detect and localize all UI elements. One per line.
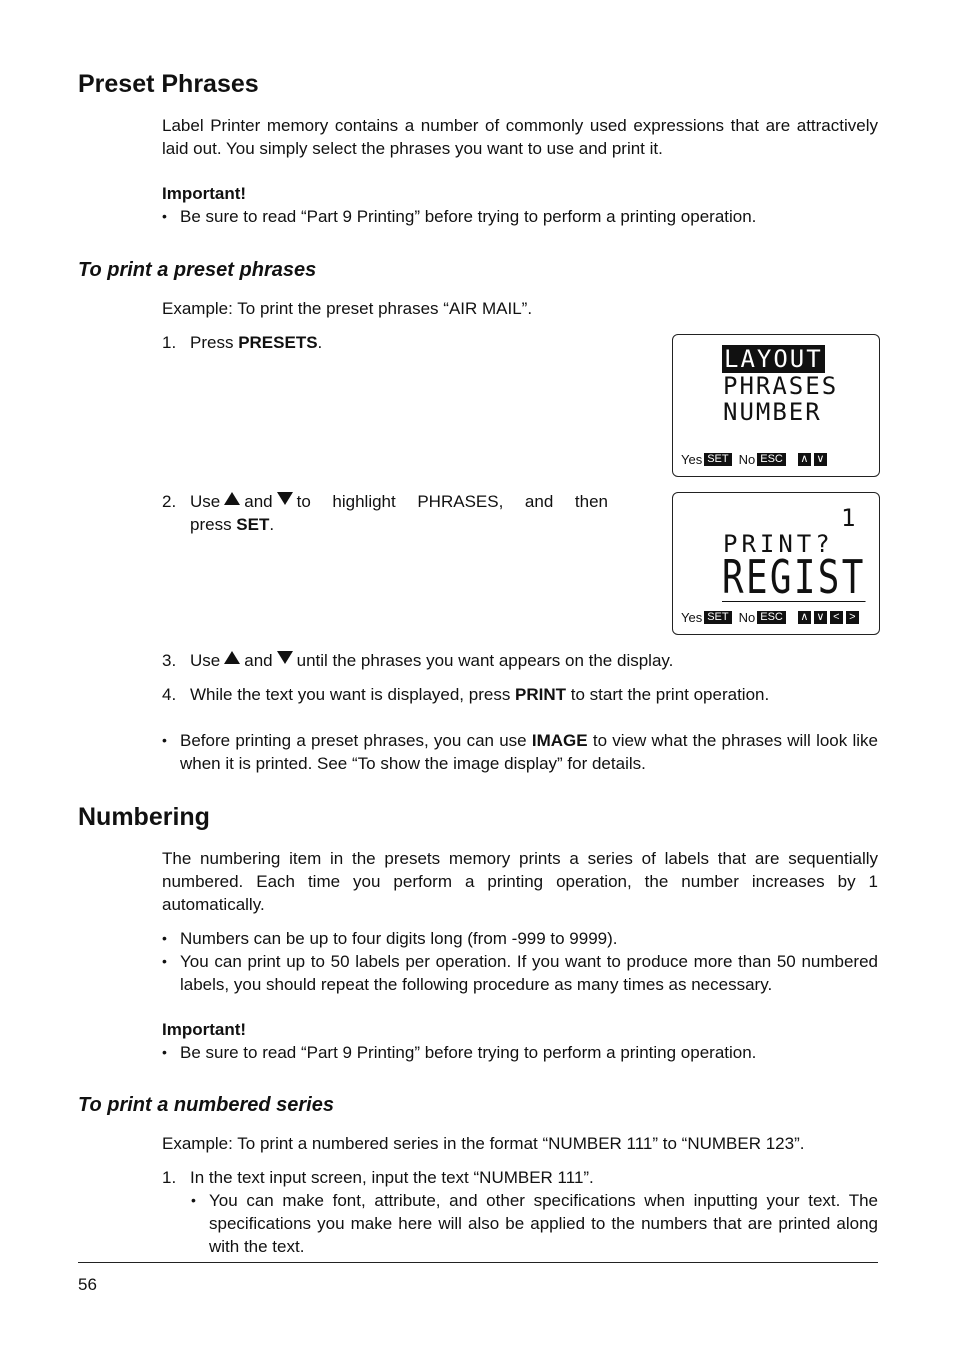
- lcd-line-regist: REGIST: [722, 550, 866, 604]
- step-number: 1.: [162, 1168, 177, 1187]
- step-number: 1.: [162, 333, 177, 352]
- numbering-step-1-bullet: • You can make font, attribute, and other specifications when inputting your text. The specifications you make here will also be applied to the numbers that are printed along with the text.: [191, 1189, 878, 1258]
- important-label: Important!: [162, 184, 247, 203]
- step-3-text: Use and until the phrases you want appears on the display.: [190, 651, 674, 670]
- up-arrow-icon: ∧: [798, 611, 811, 624]
- right-arrow-icon: >: [846, 611, 859, 624]
- down-triangle-icon: [277, 651, 293, 664]
- step-2-text-line2: press SET.: [190, 515, 275, 534]
- step-number: 3.: [162, 651, 177, 670]
- left-arrow-icon: <: [830, 611, 843, 624]
- important-bullet: • Be sure to read “Part 9 Printing” before trying to perform a printing operation.: [162, 205, 878, 228]
- important-bullet: • Be sure to read “Part 9 Printing” before trying to perform a printing operation.: [162, 1041, 878, 1064]
- set-key-label: SET: [704, 453, 731, 466]
- lcd-line-phrases: PHRASES: [723, 372, 839, 400]
- down-arrow-icon: ∨: [814, 453, 827, 466]
- lcd-softkeys: Yes SET No ESC ∧ ∨ < >: [681, 610, 859, 625]
- lcd-softkeys: Yes SET No ESC ∧ ∨: [681, 452, 827, 467]
- image-note-bullet: • Before printing a preset phrases, you can use IMAGE to view what the phrases will look like when it is printed. See “To show the image display” for details.: [162, 729, 878, 775]
- numbering-bullet-digits: • Numbers can be up to four digits long (from -999 to 9999).: [162, 927, 878, 950]
- lcd-counter: 1: [841, 504, 858, 532]
- step-4-text: While the text you want is displayed, press PRINT to start the print operation.: [190, 685, 770, 704]
- up-triangle-icon: [224, 651, 240, 664]
- print-key: PRINT: [515, 685, 567, 704]
- set-key-label: SET: [704, 611, 731, 624]
- section-heading-numbering: Numbering: [78, 803, 210, 831]
- down-triangle-icon: [277, 492, 293, 505]
- page-number: 56: [78, 1275, 97, 1294]
- lcd-screen-print-regist: [672, 492, 880, 635]
- subheading-print-preset: To print a preset phrases: [78, 259, 317, 281]
- important-label: Important!: [162, 1020, 247, 1039]
- numbering-example: Example: To print a numbered series in the format “NUMBER 111” to “NUMBER 123”.: [162, 1134, 805, 1153]
- numbering-step-1-text: In the text input screen, input the text “NUMBER 111”.: [190, 1168, 594, 1187]
- lcd-line-number: NUMBER: [723, 398, 822, 426]
- footer-rule: [78, 1262, 878, 1263]
- subheading-print-numbered: To print a numbered series: [78, 1094, 334, 1116]
- set-key: SET: [236, 515, 270, 534]
- step-2-text-line1: Use and to highlight PHRASES, and then: [190, 492, 608, 511]
- numbering-intro: The numbering item in the presets memory prints a series of labels that are sequentially numbered. Each time you perform a printing operation, the number increases by 1 automatically.: [162, 849, 878, 914]
- preset-intro: Label Printer memory contains a number of commonly used expressions that are attractively laid out. You simply select the phrases you want to use and print it.: [162, 116, 878, 158]
- step-1-text: Press PRESETS.: [190, 333, 323, 352]
- up-triangle-icon: [224, 492, 240, 505]
- step-number: 2.: [162, 492, 177, 511]
- lcd-line-layout: LAYOUT: [724, 345, 823, 373]
- image-key: IMAGE: [531, 731, 588, 750]
- step-number: 4.: [162, 685, 177, 704]
- esc-key-label: ESC: [757, 453, 786, 466]
- up-arrow-icon: ∧: [798, 453, 811, 466]
- esc-key-label: ESC: [757, 611, 786, 624]
- lcd-line-print-prompt: PRINT?: [723, 530, 834, 558]
- presets-key: PRESETS: [238, 333, 318, 352]
- numbering-bullet-labels: • You can print up to 50 labels per operation. If you want to produce more than 50 numbered labels, you should repeat the following procedure as many times as necessary.: [162, 950, 878, 996]
- lcd-screen-layout-menu: [672, 334, 880, 477]
- preset-example: Example: To print the preset phrases “AIR MAIL”.: [162, 299, 533, 318]
- down-arrow-icon: ∨: [814, 611, 827, 624]
- section-heading-preset-phrases: Preset Phrases: [78, 70, 259, 98]
